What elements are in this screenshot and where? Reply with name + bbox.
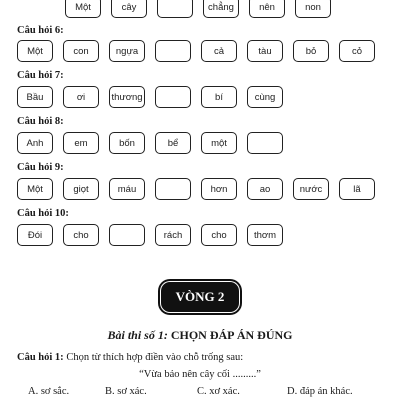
word-box[interactable]: nên [249,0,285,18]
word-box[interactable]: lã [339,178,375,200]
word-box[interactable]: Một [17,178,53,200]
word-box[interactable]: máu [109,178,145,200]
answer-option-b[interactable]: B. sơ xác. [105,386,147,397]
blank-word-box[interactable] [157,0,193,18]
answer-option-a[interactable]: A. sơ sắc. [28,386,70,397]
blank-word-box[interactable] [155,178,191,200]
word-box[interactable]: Bầu [17,86,53,108]
word-box[interactable]: bí [201,86,237,108]
word-box[interactable]: Đói [17,224,53,246]
round-banner [160,281,240,313]
word-box[interactable]: bốn [109,132,145,154]
question-label: Câu hỏi 8: [17,116,64,127]
word-box[interactable]: non [295,0,331,18]
word-box[interactable]: giọt [63,178,99,200]
answer-option-c[interactable]: C. xơ xác. [197,386,240,397]
word-box[interactable]: cây [111,0,147,18]
word-box[interactable]: rách [155,224,191,246]
round-title: VÒNG 2 [175,289,225,304]
word-box[interactable]: bỏ [293,40,329,62]
question-label: Câu hỏi 6: [17,25,64,36]
question-text: Chọn từ thích hợp điền vào chỗ trống sau: [66,352,244,363]
blank-word-box[interactable] [155,86,191,108]
word-box[interactable]: Một [65,0,101,18]
word-box[interactable]: thương [109,86,145,108]
blank-word-box[interactable] [109,224,145,246]
word-box[interactable]: cho [201,224,237,246]
test-heading [0,328,400,343]
word-box[interactable]: cả [201,40,237,62]
word-box[interactable]: Một [17,40,53,62]
word-box[interactable]: em [63,132,99,154]
word-box[interactable]: tàu [247,40,283,62]
test-title-main: CHỌN ĐÁP ÁN ĐÚNG [170,328,293,342]
question-label: Câu hỏi 1: [17,352,64,363]
word-box[interactable]: nước [293,178,329,200]
blank-word-box[interactable] [247,132,283,154]
word-box[interactable]: cùng [247,86,283,108]
word-box[interactable]: ngựa [109,40,145,62]
question-prompt [17,352,243,363]
word-box[interactable]: một [201,132,237,154]
question-label: Câu hỏi 7: [17,70,64,81]
test-title-prefix: Bài thi số 1: [107,328,168,342]
word-box[interactable]: thơm [247,224,283,246]
word-box[interactable]: bể [155,132,191,154]
word-box[interactable]: hơn [201,178,237,200]
blank-word-box[interactable] [155,40,191,62]
word-box[interactable]: chẳng [203,0,239,18]
question-label: Câu hỏi 9: [17,162,64,173]
question-label: Câu hỏi 10: [17,208,69,219]
answer-option-d[interactable]: D. đáp án khác. [287,386,353,397]
word-box[interactable]: ao [247,178,283,200]
question-sentence: “Vừa bảo nên cây cối .........” [139,369,261,380]
word-box[interactable]: ơi [63,86,99,108]
word-box[interactable]: cho [63,224,99,246]
word-box[interactable]: con [63,40,99,62]
word-box[interactable]: Anh [17,132,53,154]
word-box[interactable]: cỏ [339,40,375,62]
